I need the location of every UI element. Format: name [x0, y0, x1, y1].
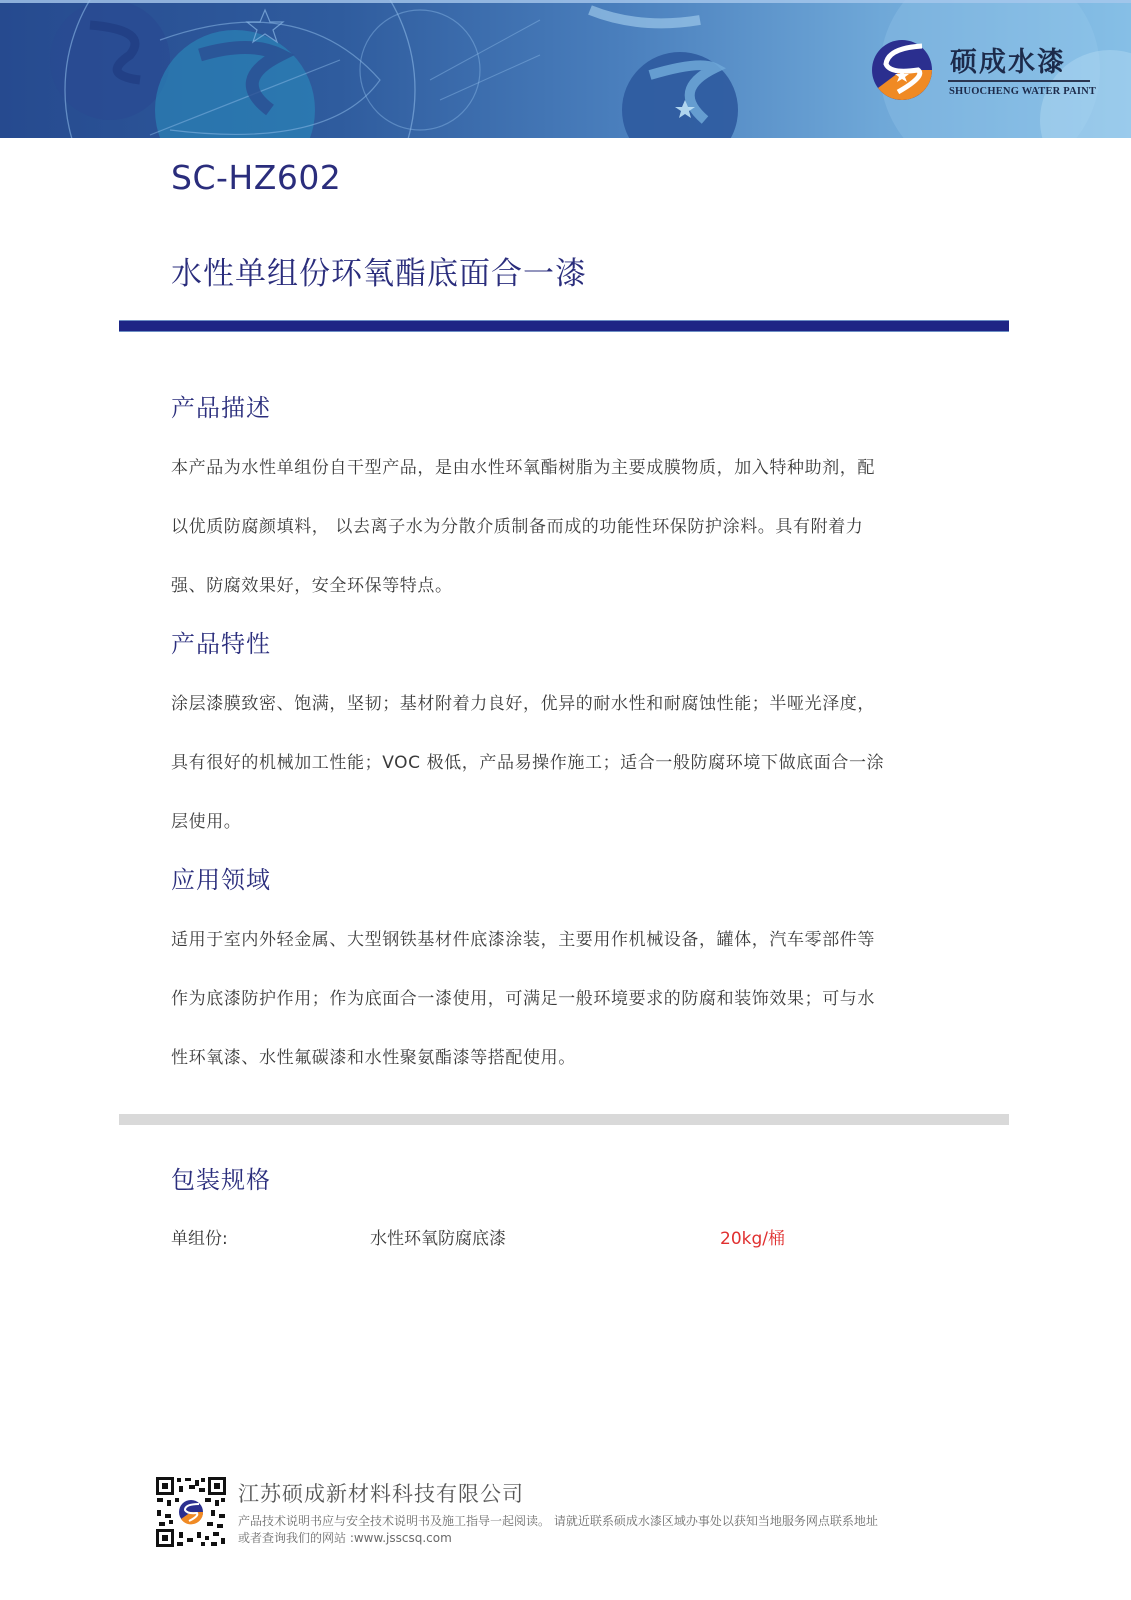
- description-line-1: 本产品为水性单组份自干型产品，是由水性环氧酯树脂为主要成膜物质，加入特种助剂，配: [171, 458, 875, 478]
- section-divider-bar: [119, 1114, 1009, 1125]
- features-line-1: 涂层漆膜致密、饱满，坚韧；基材附着力良好，优异的耐水性和耐腐蚀性能；半哑光泽度，: [171, 694, 875, 714]
- description-line-3: 强、防腐效果好，安全环保等特点。: [171, 576, 453, 596]
- applications-line-3: 性环氧漆、水性氟碳漆和水性聚氨酯漆等搭配使用。: [171, 1048, 576, 1068]
- applications-line-1: 适用于室内外轻金属、大型钢铁基材件底漆涂装，主要用作机械设备，罐体，汽车零部件等: [171, 930, 875, 950]
- packaging-size: 20kg/桶: [720, 1229, 785, 1249]
- qr-code-icon: [155, 1476, 227, 1548]
- product-name: 水性单组份环氧酯底面合一漆: [171, 256, 587, 292]
- company-name: 江苏硕成新材料科技有限公司: [238, 1482, 524, 1506]
- packaging-label: 单组份:: [171, 1229, 228, 1249]
- section-title-applications: 应用领域: [171, 866, 271, 894]
- packaging-product: 水性环氧防腐底漆: [370, 1229, 506, 1249]
- section-title-description: 产品描述: [171, 394, 271, 422]
- footer-note-line-2: 或者查询我们的网站 :www.jsscsq.com: [238, 1531, 452, 1545]
- title-divider-bar: [119, 320, 1009, 332]
- features-line-2: 具有很好的机械加工性能；VOC 极低，产品易操作施工；适合一般防腐环境下做底面合一涂: [171, 753, 885, 773]
- product-code: SC-HZ602: [171, 158, 342, 197]
- features-line-3: 层使用。: [171, 812, 242, 832]
- section-title-packaging: 包装规格: [171, 1166, 271, 1194]
- logo-name-cn: 硕成水漆: [950, 47, 1066, 78]
- header-banner: [0, 0, 1131, 138]
- logo-name-en: SHUOCHENG WATER PAINT: [949, 86, 1097, 97]
- company-logo: [868, 36, 1098, 106]
- logo-mark-icon: [868, 36, 936, 104]
- logo-divider: [948, 80, 1090, 82]
- description-line-2: 以优质防腐颜填料， 以去离子水为分散介质制备而成的功能性环保防护涂料。具有附着力: [171, 517, 864, 537]
- section-title-features: 产品特性: [171, 630, 271, 658]
- applications-line-2: 作为底漆防护作用；作为底面合一漆使用，可满足一般环境要求的防腐和装饰效果；可与水: [171, 989, 875, 1009]
- footer-note-line-1: 产品技术说明书应与安全技术说明书及施工指导一起阅读。 请就近联系硕成水漆区域办事处以获知当地服务网点联系地址: [238, 1514, 878, 1528]
